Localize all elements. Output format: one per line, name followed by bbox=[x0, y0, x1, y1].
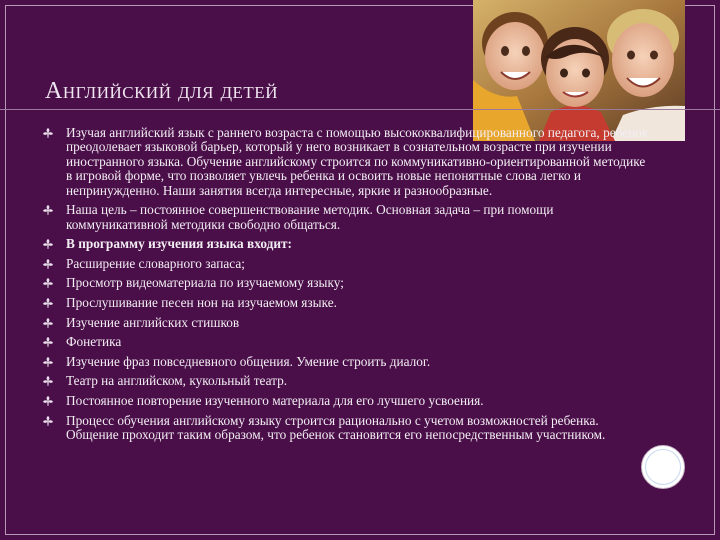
bullet-text: Прослушивание песен нон на изучаемом языке. bbox=[66, 295, 337, 310]
bullet-item bbox=[42, 414, 652, 443]
bullet-item bbox=[42, 355, 652, 369]
bullet-item bbox=[42, 394, 652, 408]
bullet-text: Театр на английском, кукольный театр. bbox=[66, 373, 288, 389]
fleuron-bullet-icon bbox=[42, 127, 54, 139]
fleuron-bullet-icon bbox=[42, 415, 54, 427]
bullet-item bbox=[42, 126, 652, 198]
fleuron-bullet-icon bbox=[42, 395, 54, 407]
children-photo bbox=[473, 0, 685, 141]
bullet-text: Изучение фраз повседневного общения. Умение строить диалог. bbox=[66, 353, 431, 369]
bullet-item bbox=[42, 296, 652, 310]
circle-decoration-icon bbox=[641, 445, 685, 489]
bullet-item bbox=[42, 374, 652, 388]
bullet-item bbox=[42, 257, 652, 271]
fleuron-bullet-icon bbox=[42, 375, 54, 387]
fleuron-bullet-icon bbox=[42, 258, 54, 270]
title-rule bbox=[0, 109, 720, 110]
bullet-text: Фонетика bbox=[66, 334, 122, 350]
bullet-text: Наша цель – постоянное совершенствование методик. Основная задача – при помощи коммуникативной методики свободно общаться. bbox=[66, 202, 554, 232]
slide-title: Английский для детей bbox=[45, 78, 278, 104]
fleuron-bullet-icon bbox=[42, 204, 54, 216]
fleuron-bullet-icon bbox=[42, 238, 54, 250]
bullet-text: Расширение словарного запаса; bbox=[66, 255, 245, 271]
bullet-text: Изучая английский язык с раннего возраста с помощью высококвалифицированного педагога, ребенок преодолевает языковой барьер, который у него возникает в сознательном возрасте при изучении иностранного языка. Обучение английскому строится по коммуникативно-ориентированной методике в игровой форме, что позволяет увлечь ребенка и освоить новые непонятные слова легко и непринужденно. Наши занятия всегда интересные, яркие и разнообразные. bbox=[66, 125, 649, 198]
fleuron-bullet-icon bbox=[42, 336, 54, 348]
fleuron-bullet-icon bbox=[42, 356, 54, 368]
bullet-text: Просмотр видеоматериала по изучаемому языку; bbox=[66, 275, 344, 291]
bullet-text: Процесс обучения английскому языку строится рационально с учетом возможностей ребенка. Общение проходит таким образом, что ребенок становится его непосредственным участником. bbox=[66, 412, 606, 442]
bullet-item bbox=[42, 335, 652, 349]
fleuron-bullet-icon bbox=[42, 277, 54, 289]
bullet-text: Изучение английских стишков bbox=[66, 314, 240, 330]
bullet-text: Постоянное повторение изученного материала для его лучшего усвоения. bbox=[66, 392, 484, 408]
bullet-text: В программу изучения языка входит: bbox=[66, 236, 292, 252]
bullet-list bbox=[42, 126, 652, 448]
bullet-item bbox=[42, 203, 652, 232]
fleuron-bullet-icon bbox=[42, 317, 54, 329]
bullet-item bbox=[42, 316, 652, 330]
bullet-item bbox=[42, 237, 652, 251]
bullet-item bbox=[42, 276, 652, 290]
fleuron-bullet-icon bbox=[42, 297, 54, 309]
